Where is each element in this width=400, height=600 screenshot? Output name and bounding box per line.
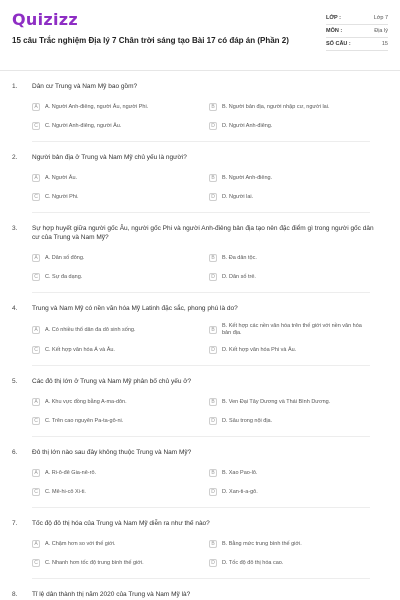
question-divider — [32, 436, 370, 437]
option-text: B. Bằng mức trung bình thế giới. — [222, 540, 302, 547]
question-number: 4. — [12, 305, 18, 312]
question-number: 5. — [12, 378, 18, 385]
meta-value: Lớp 7 — [373, 15, 388, 21]
option-letter-box: D — [209, 559, 217, 567]
question-divider — [32, 507, 370, 508]
meta-label: MÔN : — [326, 28, 343, 34]
answer-options — [32, 396, 388, 427]
option-letter-box: D — [209, 122, 217, 130]
question-item — [12, 82, 388, 142]
option-letter-box: C — [32, 417, 40, 425]
answer-option[interactable] — [32, 486, 193, 498]
question-item — [12, 153, 388, 213]
answer-option[interactable] — [209, 271, 370, 283]
answer-option[interactable] — [209, 344, 370, 356]
question-item — [12, 590, 388, 599]
option-text: A. Khu vực đồng bằng A-ma-dôn. — [45, 398, 127, 405]
answer-option[interactable] — [209, 101, 370, 113]
question-item — [12, 304, 388, 366]
question-header — [12, 519, 388, 528]
question-number: 7. — [12, 520, 18, 527]
option-text: C. Kết hợp văn hóa Á và Âu. — [45, 346, 115, 353]
quizizz-logo: Quizizz — [12, 10, 78, 29]
option-letter-box: A — [32, 469, 40, 477]
answer-option[interactable] — [209, 323, 370, 337]
option-text: B. Kết hợp các nền văn hóa trên thế giới với nền văn hóa bản địa. — [222, 323, 362, 336]
worksheet-meta — [326, 12, 388, 51]
answer-option[interactable] — [32, 252, 193, 264]
option-letter-box: C — [32, 122, 40, 130]
answer-option[interactable] — [209, 467, 370, 479]
answer-option[interactable] — [32, 323, 193, 337]
option-text: A. Người Âu. — [45, 174, 78, 181]
meta-label: LỚP : — [326, 15, 341, 21]
question-number: 1. — [12, 83, 18, 90]
option-text: B. Người bản địa, người nhập cư, người lai. — [222, 103, 330, 110]
answer-options — [32, 467, 388, 498]
answer-options — [32, 323, 388, 356]
meta-row-subject — [326, 25, 388, 38]
answer-option[interactable] — [32, 101, 193, 113]
answer-option[interactable] — [209, 396, 370, 408]
option-text: D. Dân số trẻ. — [222, 273, 256, 280]
answer-option[interactable] — [209, 538, 370, 550]
option-letter-box: C — [32, 346, 40, 354]
option-text: B. Người Anh-điêng. — [222, 174, 273, 181]
answer-options — [32, 172, 388, 203]
question-text: Sự hợp huyết giữa người gốc Âu, người gốc Phi và người Anh-điêng bản địa tạo nên đặc điểm gì trong người gốc dân cư của Trung và Nam Mỹ? — [32, 225, 374, 241]
question-header — [12, 448, 388, 457]
answer-option[interactable] — [209, 120, 370, 132]
question-item — [12, 448, 388, 508]
answer-option[interactable] — [32, 172, 193, 184]
answer-option[interactable] — [209, 415, 370, 427]
question-header — [12, 82, 388, 91]
question-item — [12, 224, 388, 293]
option-text: C. Người Phi. — [45, 193, 79, 200]
question-text: Dân cư Trung và Nam Mỹ bao gồm? — [32, 83, 138, 90]
question-number: 3. — [12, 225, 18, 232]
option-text: A. Ri-ô-đê Gia-nê-rô. — [45, 469, 97, 476]
question-number: 6. — [12, 449, 18, 456]
answer-option[interactable] — [32, 557, 193, 569]
option-letter-box: B — [209, 469, 217, 477]
option-text: B. Ven Đại Tây Dương và Thái Bình Dương. — [222, 398, 331, 405]
option-text: C. Mê-hi-cô Xi-ti. — [45, 488, 86, 495]
option-letter-box: A — [32, 103, 40, 111]
option-letter-box: C — [32, 559, 40, 567]
option-letter-box: D — [209, 193, 217, 201]
option-text: D. Tốc độ đô thị hóa cao. — [222, 559, 284, 566]
question-header — [12, 377, 388, 386]
option-letter-box: C — [32, 193, 40, 201]
question-header — [12, 153, 388, 162]
answer-options — [32, 252, 388, 283]
option-text: C. Sự đa dạng. — [45, 273, 83, 280]
question-header — [12, 224, 388, 242]
answer-option[interactable] — [32, 538, 193, 550]
worksheet-header — [0, 0, 400, 58]
question-header — [12, 304, 388, 313]
answer-options — [32, 101, 388, 132]
option-text: A. Dân số đông. — [45, 254, 85, 261]
question-text: Tỉ lệ dân thành thị năm 2020 của Trung và Nam Mỹ là? — [32, 591, 191, 598]
meta-row-class — [326, 12, 388, 25]
question-text: Tốc độ đô thị hóa của Trung và Nam Mỹ diễn ra như thế nào? — [32, 520, 210, 527]
option-text: A. Chậm hơn so với thế giới. — [45, 540, 116, 547]
option-letter-box: A — [32, 254, 40, 262]
option-letter-box: A — [32, 326, 40, 334]
option-letter-box: B — [209, 398, 217, 406]
question-text: Các đô thị lớn ở Trung và Nam Mỹ phân bố chủ yếu ở? — [32, 378, 192, 385]
answer-option[interactable] — [32, 344, 193, 356]
answer-option[interactable] — [32, 120, 193, 132]
option-letter-box: C — [32, 488, 40, 496]
option-text: A. Có nhiều thổ dân đa dô sinh sống. — [45, 326, 136, 333]
option-letter-box: B — [209, 254, 217, 262]
answer-option[interactable] — [32, 415, 193, 427]
answer-option[interactable] — [209, 557, 370, 569]
answer-option[interactable] — [209, 191, 370, 203]
option-letter-box: B — [209, 103, 217, 111]
option-text: D. Người Anh-điêng. — [222, 122, 273, 129]
meta-value: Địa lý — [374, 28, 388, 34]
meta-value: 15 — [381, 41, 388, 47]
option-letter-box: D — [209, 417, 217, 425]
question-divider — [32, 578, 370, 579]
header-divider — [0, 70, 400, 71]
option-text: B. Đa dân tộc. — [222, 254, 257, 261]
answer-option[interactable] — [32, 191, 193, 203]
option-letter-box: C — [32, 273, 40, 281]
option-text: D. Xan-ti-a-gô. — [222, 488, 258, 495]
option-text: C. Trên cao nguyên Pa-ta-gô-ni. — [45, 417, 124, 424]
answer-option[interactable] — [209, 252, 370, 264]
question-header — [12, 590, 388, 599]
question-number: 8. — [12, 591, 18, 598]
question-item — [12, 519, 388, 579]
option-text: D. Kết hợp văn hóa Phi và Âu. — [222, 346, 297, 353]
question-divider — [32, 212, 370, 213]
question-divider — [32, 141, 370, 142]
option-text: B. Xao Pao-lô. — [222, 469, 258, 476]
answer-option[interactable] — [209, 172, 370, 184]
option-text: A. Người Anh-điêng, người Âu, người Phi. — [45, 103, 149, 110]
question-divider — [32, 292, 370, 293]
question-text: Đô thị lớn nào sau đây không thuộc Trung và Nam Mỹ? — [32, 449, 192, 456]
option-letter-box: D — [209, 273, 217, 281]
option-text: D. Người lai. — [222, 193, 254, 200]
question-item — [12, 377, 388, 437]
option-letter-box: B — [209, 174, 217, 182]
question-text: Trung và Nam Mỹ có nền văn hóa Mỹ Latinh đặc sắc, phong phú là do? — [32, 305, 238, 312]
meta-label: SỐ CÂU : — [326, 41, 351, 47]
answer-option[interactable] — [32, 396, 193, 408]
option-letter-box: A — [32, 398, 40, 406]
answer-option[interactable] — [32, 467, 193, 479]
answer-option[interactable] — [209, 486, 370, 498]
option-letter-box: B — [209, 326, 217, 334]
worksheet-title: 15 câu Trắc nghiệm Địa lý 7 Chân trời sáng tạo Bài 17 có đáp án (Phần 2) — [12, 36, 289, 45]
option-letter-box: A — [32, 540, 40, 548]
question-divider — [32, 365, 370, 366]
option-letter-box: B — [209, 540, 217, 548]
question-number: 2. — [12, 154, 18, 161]
answer-option[interactable] — [32, 271, 193, 283]
option-text: D. Sâu trong nội địa. — [222, 417, 273, 424]
meta-row-count — [326, 38, 388, 51]
question-text: Người bản địa ở Trung và Nam Mỹ chủ yếu là người? — [32, 154, 187, 161]
option-letter-box: D — [209, 346, 217, 354]
option-text: C. Người Anh-điêng, người Âu. — [45, 122, 122, 129]
question-list — [0, 82, 400, 599]
option-text: C. Nhanh hơn tốc độ trung bình thế giới. — [45, 559, 144, 566]
option-letter-box: D — [209, 488, 217, 496]
answer-options — [32, 538, 388, 569]
option-letter-box: A — [32, 174, 40, 182]
